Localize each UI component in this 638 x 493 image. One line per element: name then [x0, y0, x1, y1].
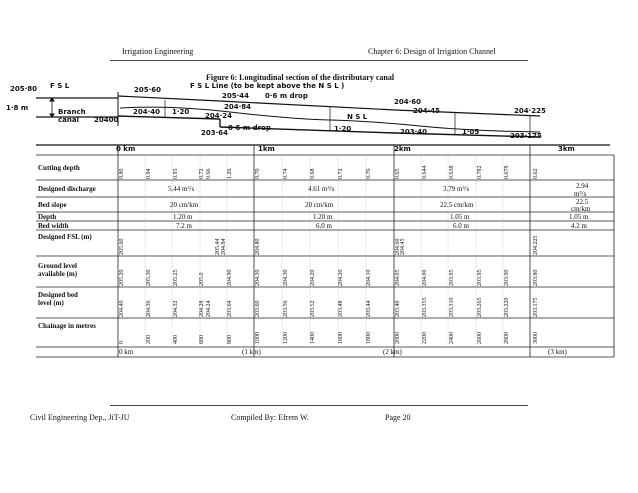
bed-level-value-0: 204.40: [119, 300, 125, 317]
drop-2-label: 0·6 m drop: [228, 124, 271, 132]
bed-2km-value: 203·40: [400, 128, 428, 136]
fsl-2km-reduced-value: 204·45: [413, 107, 441, 115]
cutting-depth-value-1: 0.94: [146, 168, 152, 179]
km-1-label: 1km: [258, 145, 275, 153]
ground-level-value-7: 204.20: [310, 269, 316, 286]
chainage-value-15: 3000: [533, 332, 539, 344]
branch-bed-value: 20400: [94, 116, 119, 124]
ground-level-value-15: 203.80: [533, 269, 539, 286]
ground-level-value-3: 205.0: [199, 272, 205, 286]
fsl-value-4: 204.60: [395, 238, 401, 255]
ground-level-value-8: 204.20: [338, 269, 344, 286]
fsl-value-6: 204.225: [533, 235, 539, 255]
branch-canal-label-1: Branch: [58, 108, 86, 116]
bed-level-value-12: 203.355: [422, 297, 428, 317]
row-label-bed-slope: Bed slope: [38, 201, 67, 209]
row-label-ground-2: available (m): [38, 270, 78, 278]
cutting-depth-value-4: 0.66: [206, 168, 212, 179]
bed-end-value: 203·175: [510, 132, 542, 140]
header-chapter-title: Chapter 6: Design of Irrigation Channel: [368, 47, 496, 56]
chainage-value-3: 600: [199, 335, 205, 344]
bed-level-value-16: 203.175: [533, 297, 539, 317]
row-label-ground-1: Ground level: [38, 262, 77, 270]
bed-level-value-6: 203.60: [255, 300, 261, 317]
cutting-depth-value-0: 0.80: [119, 168, 125, 179]
cutting-depth-value-13: 0.638: [449, 165, 455, 179]
footer-department: Civil Engineering Dep., JiT-JU: [30, 413, 130, 422]
fsl-line-reach1: [118, 96, 220, 101]
bed-after-drop-value: 203·64: [201, 129, 229, 137]
chainage-value-0: 0: [119, 341, 125, 344]
fsl-value-3: 204.80: [255, 238, 261, 255]
bed-level-value-5: 203.64: [227, 300, 233, 317]
cutting-depth-value-15: 0.678: [504, 165, 510, 179]
ground-level-value-9: 204.10: [366, 269, 372, 286]
cutting-depth-value-14: 0.782: [477, 165, 483, 179]
chainage-value-9: 1800: [366, 332, 372, 344]
depth-reach3: 1.05 m: [450, 213, 470, 221]
cutting-depth-value-11: 0.65: [395, 168, 401, 179]
row-label-chainage: Chainage in metres: [38, 322, 96, 330]
width-reach3: 6.0 m: [453, 222, 469, 230]
ground-level-value-6: 204.30: [283, 269, 289, 286]
table-km-2: (2 km): [383, 348, 402, 356]
discharge-end-1: 2.94: [576, 182, 589, 190]
fsl-start-value: 205·60: [134, 86, 162, 94]
ground-level-value-4: 204.90: [227, 269, 233, 286]
chainage-value-1: 200: [146, 335, 152, 344]
ground-level-value-11: 204.00: [422, 269, 428, 286]
fsl-value-0: 205.60: [119, 238, 125, 255]
discharge-reach2: 4.61 m³/s: [308, 185, 335, 193]
cutting-depth-value-12: 0.644: [422, 165, 428, 179]
width-reach1: 7.2 m: [176, 222, 192, 230]
fsl-value-5: 204.45: [400, 238, 406, 255]
ground-level-value-2: 205.25: [173, 269, 179, 286]
ground-level-value-5: 204.30: [255, 269, 261, 286]
cutting-depth-value-7: 0.74: [283, 168, 289, 179]
bed-level-value-1: 204.36: [146, 300, 152, 317]
row-label-bed-2: level (m): [38, 299, 64, 307]
slope-end-1: 22.5: [576, 198, 589, 206]
fsl-value-1: 205.44: [215, 238, 221, 255]
drop-1-label: 0·6 m drop: [265, 92, 308, 100]
ground-level-value-1: 205.30: [146, 269, 152, 286]
cutting-depth-value-9: 0.72: [338, 168, 344, 179]
row-label-depth: Depth: [38, 213, 57, 221]
chainage-value-6: 1200: [283, 332, 289, 344]
chainage-value-5: 1000: [255, 332, 261, 344]
chainage-value-11: 2200: [422, 332, 428, 344]
slope-reach3: 22.5 cm/km: [440, 201, 474, 209]
ground-level-value-14: 203.90: [504, 269, 510, 286]
bed-level-value-2: 204.32: [173, 300, 179, 317]
depth-end: 1.05 m: [569, 213, 589, 221]
discharge-end-2: m³/s: [574, 190, 587, 198]
chainage-value-4: 800: [227, 335, 233, 344]
chainage-value-12: 2400: [449, 332, 455, 344]
cutting-depth-value-5: 1.26: [227, 168, 233, 179]
chainage-value-2: 400: [173, 335, 179, 344]
fsl-after-drop-value: 204·84: [224, 103, 252, 111]
chainage-value-8: 1600: [338, 332, 344, 344]
cutting-depth-value-2: 0.93: [173, 168, 179, 179]
row-label-discharge: Designed discharge: [38, 185, 96, 193]
footer-page-number: Page 20: [385, 413, 411, 422]
branch-fsl-label: F S L: [50, 82, 70, 90]
slope-reach2: 20 cm/km: [305, 201, 334, 209]
ground-level-value-0: 205.20: [119, 269, 125, 286]
bed-level-value-7: 203.56: [283, 300, 289, 317]
nsl-label: N S L: [347, 113, 368, 121]
chainage-value-10: 2000: [395, 332, 401, 344]
chainage-value-14: 2800: [504, 332, 510, 344]
row-label-bed-width: Bed width: [38, 222, 69, 230]
fsl-at-2km-value: 204·60: [394, 98, 422, 106]
width-end: 4.2 m: [571, 222, 587, 230]
discharge-reach3: 3.79 m³/s: [443, 185, 470, 193]
bed-level-value-13: 203.310: [449, 297, 455, 317]
figure-caption: Figure 6: Longitudinal section of the distributary canal: [206, 73, 395, 82]
cutting-depth-value-8: 0.68: [310, 168, 316, 179]
chainage-value-13: 2600: [477, 332, 483, 344]
row-label-bed-1: Designed bed: [38, 291, 78, 299]
footer-rule: [110, 405, 528, 406]
km-0-label: 0 km: [116, 145, 136, 153]
depth-reach3-label: 1·05: [462, 128, 480, 136]
bed-start-value: 204·40: [133, 108, 161, 116]
row-label-cutting-depth: Cutting depth: [38, 164, 80, 172]
fsl-note: F S L Line (to be kept above the N S L ): [190, 82, 345, 90]
branch-canal-label-2: canal: [58, 116, 79, 124]
bed-level-value-14: 203.265: [477, 297, 483, 317]
bed-level-value-11: 203.40: [395, 300, 401, 317]
bed-level-value-10: 203.44: [366, 300, 372, 317]
ground-level-value-13: 203.95: [477, 269, 483, 286]
depth-reach1: 1.20 m: [173, 213, 193, 221]
fsl-end-value: 204·225: [514, 107, 546, 115]
bed-level-value-8: 203.52: [310, 300, 316, 317]
ground-level-value-12: 203.95: [449, 269, 455, 286]
depth-reach2-label: 1·20: [334, 125, 352, 133]
depth-reach1-label: 1·20: [172, 108, 190, 116]
cutting-depth-value-3: 0.72: [199, 168, 205, 179]
branch-fsl-value: 205·80: [10, 85, 38, 93]
table-km-1: (1 km): [242, 348, 261, 356]
cutting-depth-value-6: 0.70: [255, 168, 261, 179]
ground-level-value-10: 204.05: [395, 269, 401, 286]
bed-level-value-3: 204.28: [199, 300, 205, 317]
header-course-title: Irrigation Engineering: [122, 47, 194, 56]
slope-reach1: 20 cm/km: [170, 201, 199, 209]
discharge-reach1: 5.44 m³/s: [168, 185, 195, 193]
branch-depth-label: 1·8 m: [6, 104, 29, 112]
fsl-at-1km-value: 205·44: [222, 92, 250, 100]
footer-compiler: Compiled By: Efrem W.: [231, 413, 309, 422]
bed-level-value-9: 203.48: [338, 300, 344, 317]
slope-end-2: cm/km: [571, 205, 591, 213]
cutting-depth-value-16: 0.62: [533, 168, 539, 179]
table-km-0: 0 km: [119, 348, 134, 356]
chainage-value-7: 1400: [310, 332, 316, 344]
width-reach2: 6.0 m: [316, 222, 332, 230]
fsl-value-2: 204.84: [221, 238, 227, 255]
bed-level-value-4: 204.24: [206, 300, 212, 317]
km-3-label: 3km: [558, 145, 575, 153]
depth-reach2: 1.20 m: [313, 213, 333, 221]
km-2-label: 2km: [394, 145, 411, 153]
bed-before-drop-value: 204·24: [205, 112, 233, 120]
cutting-depth-value-10: 0.76: [366, 168, 372, 179]
table-km-3: (3 km): [548, 348, 567, 356]
bed-level-value-15: 203.220: [504, 297, 510, 317]
row-label-fsl: Designed FSL (m): [38, 233, 92, 241]
